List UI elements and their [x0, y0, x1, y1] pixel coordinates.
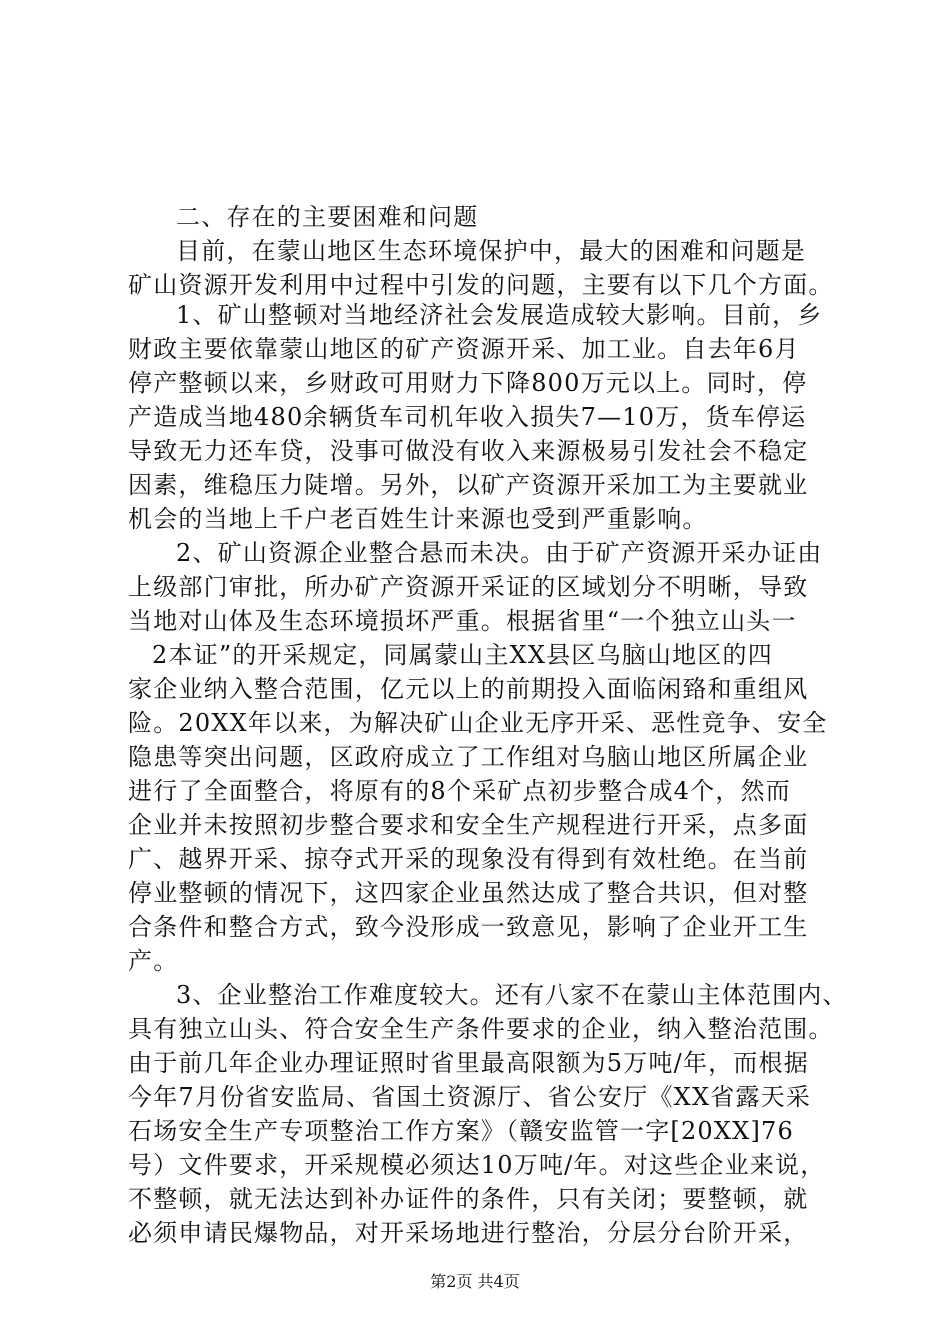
paragraph-line: 机会的当地上千户老百姓生计来源也受到严重影响。 [128, 505, 708, 533]
paragraph-line: 停业整顿的情况下，这四家企业虽然达成了整合共识，但对整 [128, 879, 809, 907]
paragraph-line: 进行了全面整合，将原有的8个采矿点初步整合成4个，然而 [128, 777, 791, 805]
paragraph-line: 不整顿，就无法达到补办证件的条件，只有关闭；要整顿，就 [128, 1185, 809, 1213]
paragraph-line: 家企业纳入整合范围，亿元以上的前期投入面临闲臵和重组风 [128, 675, 809, 703]
paragraph-line: 今年7月份省安监局、省国土资源厅、省公安厅《XX省露天采 [128, 1083, 812, 1111]
paragraph-line: 企业并未按照初步整合要求和安全生产规程进行开采，点多面 [128, 811, 809, 839]
paragraph-line: 广、越界开采、掠夺式开采的现象没有得到有效杜绝。在当前 [128, 845, 809, 873]
paragraph-line: 2、矿山资源企业整合悬而未决。由于矿产资源开采办证由 [176, 539, 823, 567]
paragraph-line: 2本证”的开采规定，同属蒙山主XX县区乌脑山地区的四 [152, 641, 773, 669]
paragraph-line: 停产整顿以来，乡财政可用财力下降800万元以上。同时，停 [128, 369, 808, 397]
paragraph-line: 导致无力还车贷，没事可做没有收入来源极易引发社会不稳定 [128, 437, 809, 465]
paragraph-line: 因素，维稳压力陡增。另外，以矿产资源开采加工为主要就业 [128, 471, 809, 499]
paragraph-line: 当地对山体及生态环境损坏严重。根据省里“一个独立山头一 [128, 607, 797, 635]
paragraph-line: 隐患等突出问题，区政府成立了工作组对乌脑山地区所属企业 [128, 743, 809, 771]
paragraph-line: 石场安全生产专项整治工作方案》（赣安监管一字[20XX]76 [128, 1117, 794, 1145]
paragraph-line: 3、企业整治工作难度较大。还有八家不在蒙山主体范围内、 [176, 981, 848, 1009]
paragraph-line: 合条件和整合方式，致今没形成一致意见，影响了企业开工生 [128, 913, 809, 941]
paragraph-line: 产。 [128, 947, 179, 975]
paragraph-line: 财政主要依靠蒙山地区的矿产资源开采、加工业。自去年6月 [128, 335, 800, 363]
paragraph-line: 由于前几年企业办理证照时省里最高限额为5万吨/年，而根据 [128, 1049, 809, 1077]
section-heading: 二、存在的主要困难和问题 [176, 203, 479, 231]
paragraph-line: 矿山资源开发利用中过程中引发的问题，主要有以下几个方面。 [128, 271, 834, 299]
paragraph-line: 产造成当地480余辆货车司机年收入损失7—10万，货车停运 [128, 403, 807, 431]
paragraph-line: 上级部门审批，所办矿产资源开采证的区域划分不明晰，导致 [128, 573, 809, 601]
page-number-footer: 第2页 共4页 [430, 1272, 520, 1291]
paragraph-line: 具有独立山头、符合安全生产条件要求的企业，纳入整治范围。 [128, 1015, 834, 1043]
paragraph-line: 目前，在蒙山地区生态环境保护中，最大的困难和问题是 [176, 237, 806, 265]
paragraph-line: 号）文件要求，开采规模必须达10万吨/年。对这些企业来说， [128, 1151, 826, 1179]
paragraph-line: 险。20XX年以来，为解决矿山企业无序开采、恶性竞争、安全 [128, 709, 828, 737]
paragraph-line: 必须申请民爆物品，对开采场地进行整治，分层分台阶开采， [128, 1219, 809, 1247]
paragraph-line: 1、矿山整顿对当地经济社会发展造成较大影响。目前，乡 [176, 301, 823, 329]
